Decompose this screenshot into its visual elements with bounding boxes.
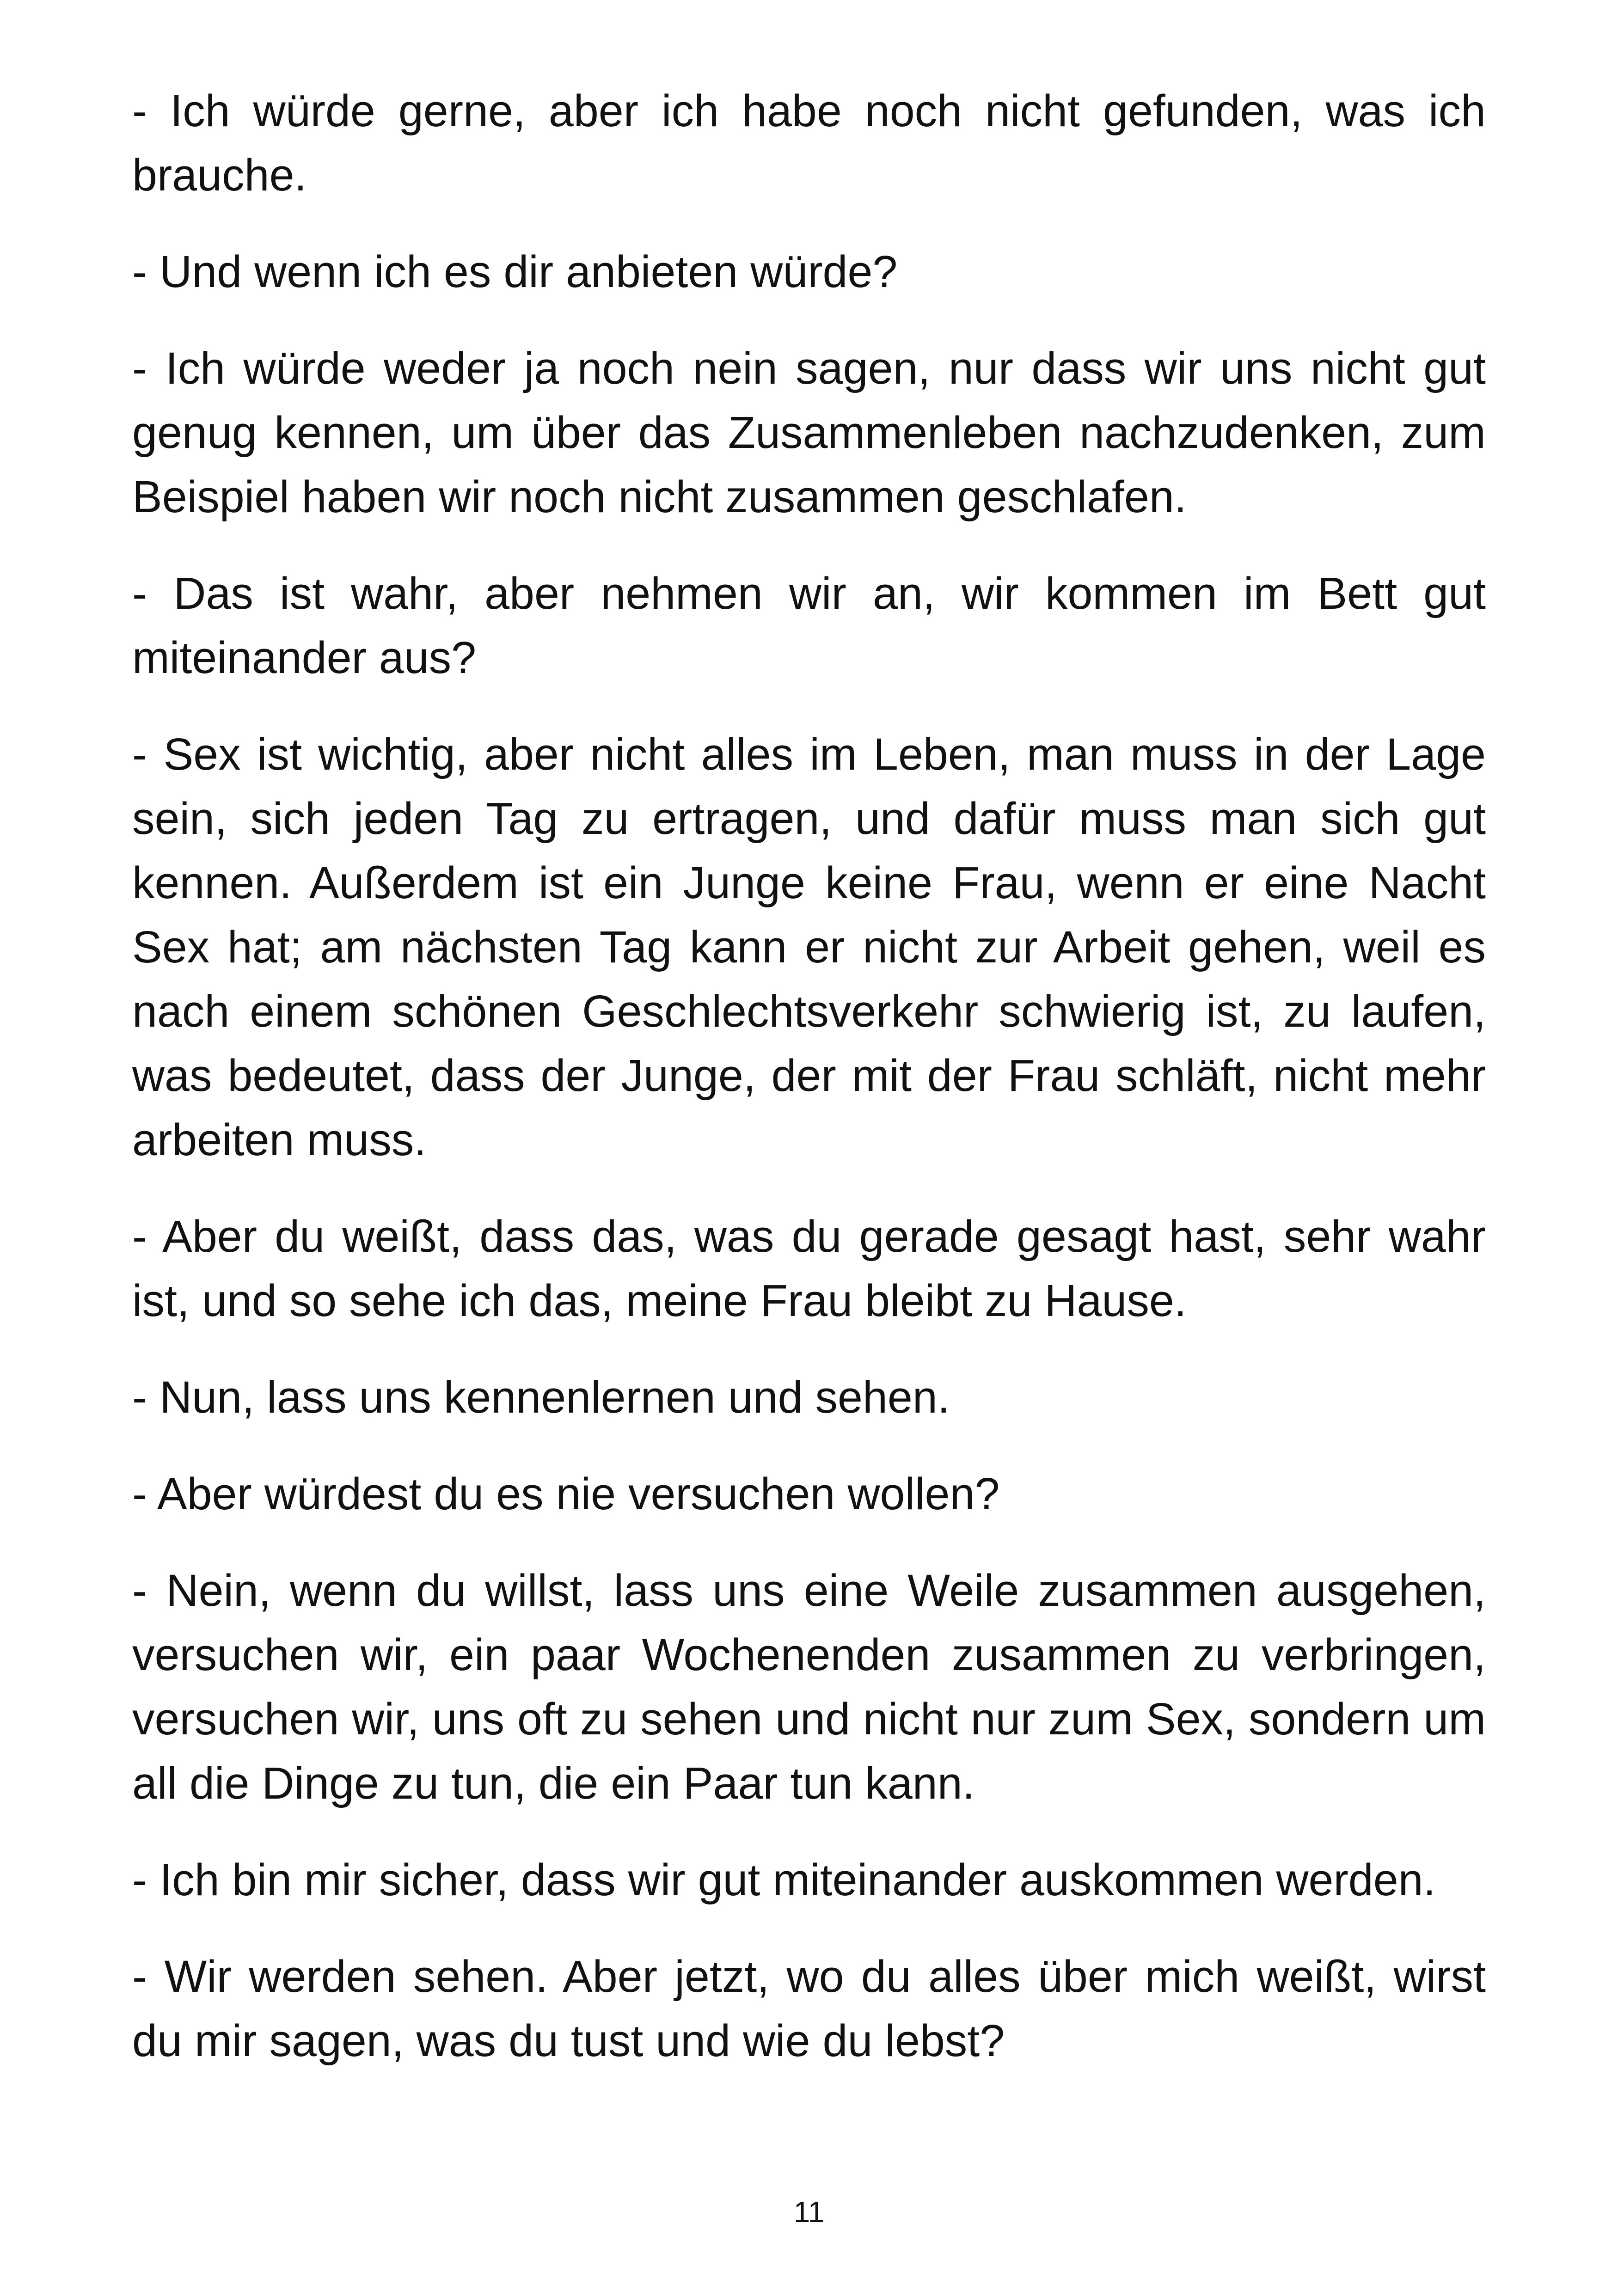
paragraph: - Nun, lass uns kennenlernen und sehen. [132,1372,950,1422]
paragraph: - Aber würdest du es nie versuchen wollen? [132,1469,1000,1519]
paragraph: - Wir werden sehen. Aber jetzt, wo du alles über mich weißt, wirst du mir sagen, was du tust und wie du lebst? [132,1951,1486,2066]
paragraph: - Ich bin mir sicher, dass wir gut miteinander auskommen werden. [132,1855,1436,1905]
page-number: 11 [793,2195,825,2229]
paragraph: - Das ist wahr, aber nehmen wir an, wir kommen im Bett gut miteinander aus? [132,568,1486,683]
paragraph: - Ich würde weder ja noch nein sagen, nur dass wir uns nicht gut genug kennen, um über das Zusammenleben nachzudenken, zum Beispiel haben wir noch nicht zusammen geschlafen. [132,343,1486,522]
paragraph: - Und wenn ich es dir anbieten würde? [132,246,898,297]
paragraph: - Sex ist wichtig, aber nicht alles im Leben, man muss in der Lage sein, sich jeden Tag zu ertragen, und dafür muss man sich gut kennen. Außerdem ist ein Junge keine Frau, wenn er eine Nacht Sex hat; am nächsten Tag kann er nicht zur Arbeit gehen, weil es nach einem schönen Geschlechtsverkehr schwierig ist, zu laufen, was bedeutet, dass der Junge, der mit der Frau schläft, nicht mehr arbeiten muss. [132,729,1486,1165]
paragraph: - Nein, wenn du willst, lass uns eine Weile zusammen ausgehen, versuchen wir, ein paar Wochenenden zusammen zu verbringen, versuchen wir, uns oft zu sehen und nicht nur zum Sex, sondern um all die Dinge zu tun, die ein Paar tun kann. [132,1565,1486,1808]
body-text [132,79,1486,2105]
paragraph: - Ich würde gerne, aber ich habe noch nicht gefunden, was ich brauche. [132,86,1486,200]
paragraph: - Aber du weißt, dass das, was du gerade gesagt hast, sehr wahr ist, und so sehe ich das, meine Frau bleibt zu Hause. [132,1211,1486,1326]
